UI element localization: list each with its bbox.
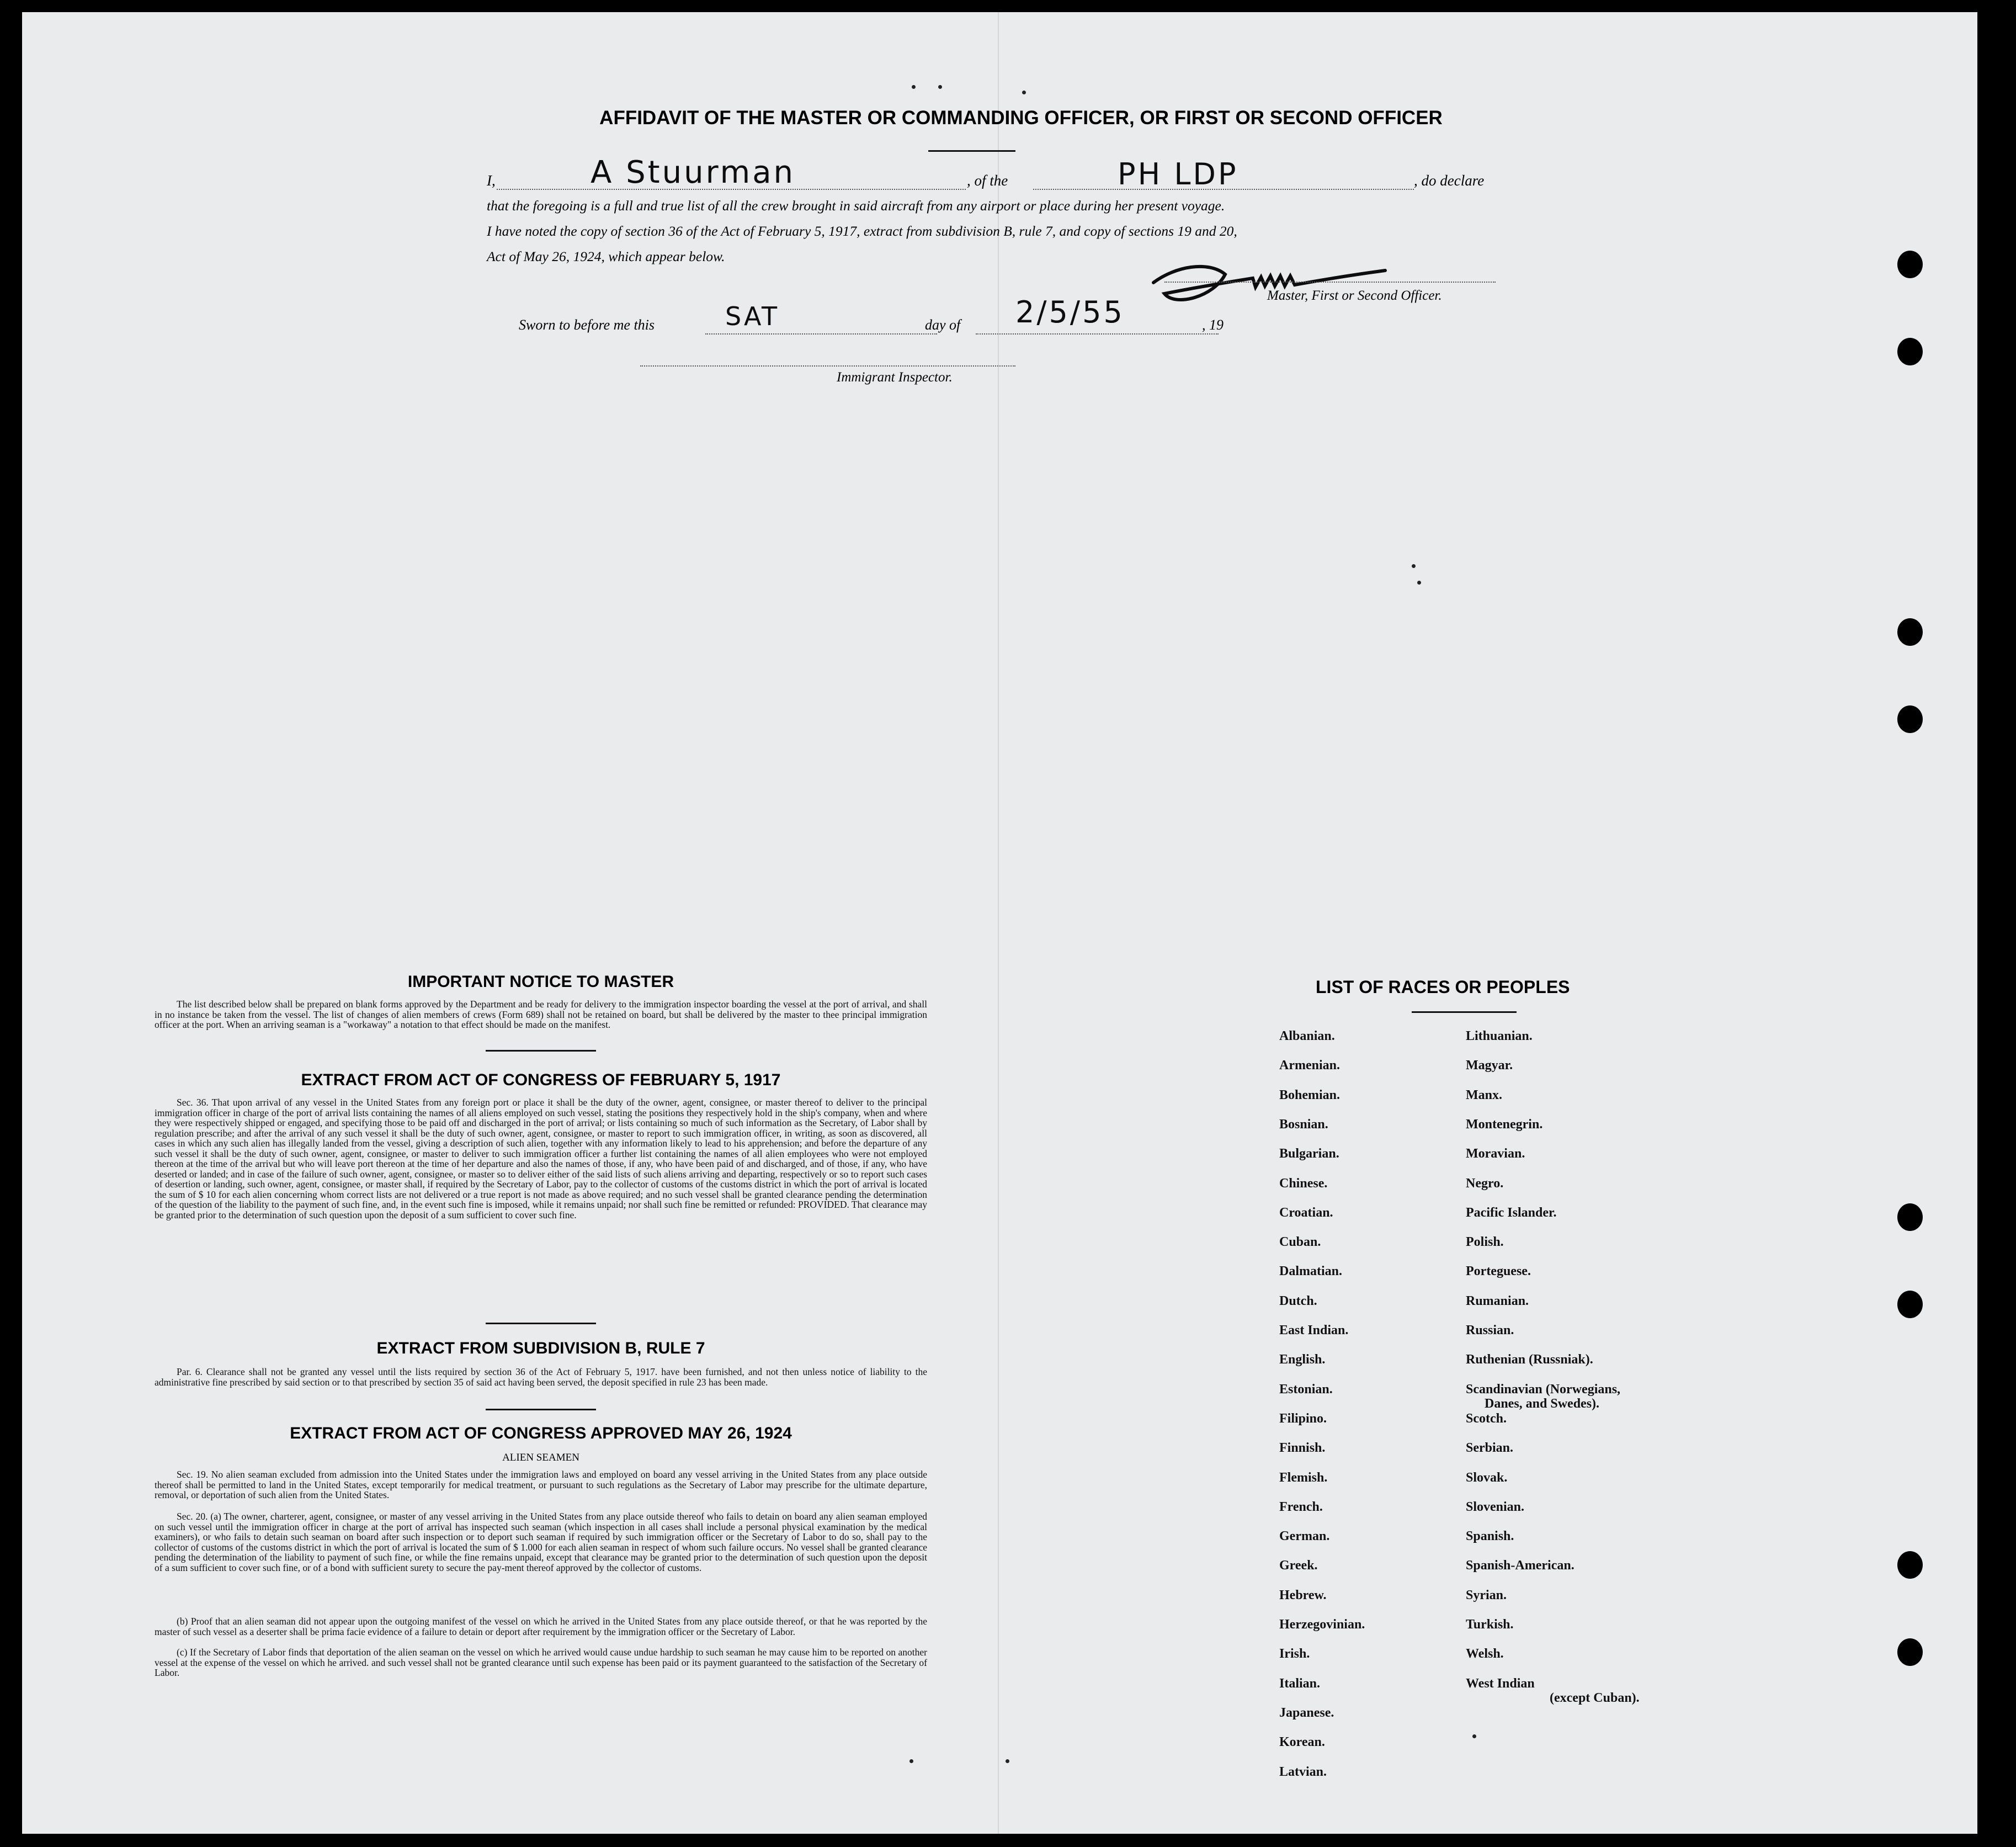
sworn-day-handwritten: SAT — [725, 301, 780, 331]
race-item: Scotch. — [1466, 1411, 1507, 1426]
rule7-title: EXTRACT FROM SUBDIVISION B, RULE 7 — [376, 1339, 705, 1357]
race-item: Moravian. — [1466, 1147, 1525, 1161]
race-item: Italian. — [1279, 1676, 1321, 1691]
race-item: Bulgarian. — [1279, 1147, 1339, 1161]
inspector-caption: Immigrant Inspector. — [837, 370, 953, 385]
year-prefix: , 19 — [1202, 317, 1224, 333]
race-item: Serbian. — [1466, 1441, 1514, 1456]
race-item: East Indian. — [1279, 1323, 1349, 1338]
punch-hole — [1897, 251, 1923, 278]
notice-text: The list described below shall be prepared on blank forms approved by the Department and be ready for delivery to the immigration inspector boarding the vessel at the port of arrival, and shall in no instance be taken from the vessel. The list of changes of alien members of crews (Form 689) shall not be retained on board, but shall be delivered by the master to thee principal immigration officer at the port. When an arriving seaman is a "workaway" a notation to that effect should be made on the manifest. — [155, 999, 927, 1030]
race-item: Slovak. — [1466, 1470, 1508, 1485]
speck — [1472, 1734, 1476, 1738]
title-rule — [928, 150, 1015, 152]
sworn-label: Sworn to before me this — [519, 317, 655, 333]
signature-line — [1164, 282, 1496, 283]
race-item: Cuban. — [1279, 1235, 1321, 1250]
race-item: Negro. — [1466, 1176, 1504, 1191]
race-item: Syrian. — [1466, 1588, 1507, 1602]
document-page — [22, 12, 1977, 1834]
race-item: Rumanian. — [1466, 1293, 1529, 1308]
race-item: German. — [1279, 1529, 1330, 1544]
notice-title: IMPORTANT NOTICE TO MASTER — [407, 973, 674, 991]
race-item: Greek. — [1279, 1558, 1318, 1573]
race-item: Flemish. — [1279, 1470, 1328, 1485]
extract-1924-sec19: Sec. 19. No alien seaman excluded from admission into the United States under the immigration laws and employed on board any vessel arriving in the United States from any place outside thereof shall be permitted to land in the United States, except temporarily for medical treatment, or pursuant to such regulations as the Secretary of Labor may prescribe for the ultimate departure, removal, or deportation of such alien from the United States. — [155, 1469, 927, 1500]
punch-hole — [1897, 338, 1923, 365]
extract-1924-subtitle: ALIEN SEAMEN — [502, 1452, 579, 1463]
inspector-line — [640, 365, 1015, 367]
aircraft-handwritten: PH LDP — [1118, 157, 1238, 192]
race-item: Albanian. — [1279, 1029, 1335, 1043]
race-item: Lithuanian. — [1466, 1029, 1533, 1043]
race-item: Pacific Islander. — [1466, 1205, 1557, 1220]
extract-1924-title: EXTRACT FROM ACT OF CONGRESS APPROVED MAY 26, 1924 — [290, 1424, 792, 1442]
race-item: Armenian. — [1279, 1058, 1340, 1073]
punch-hole — [1897, 705, 1923, 733]
punch-hole — [1897, 1291, 1923, 1318]
race-item: Welsh. — [1466, 1647, 1504, 1662]
notice-rule — [486, 1050, 596, 1052]
race-item: Latvian. — [1279, 1764, 1327, 1779]
speck — [1417, 581, 1421, 585]
race-item: Bosnian. — [1279, 1117, 1328, 1132]
extract-1917-rule — [486, 1323, 596, 1324]
race-item: (except Cuban). — [1550, 1690, 1640, 1705]
rule7-rule — [486, 1409, 596, 1410]
speck — [912, 85, 916, 89]
race-item: Finnish. — [1279, 1441, 1326, 1456]
race-item: Polish. — [1466, 1235, 1504, 1250]
signature-caption: Master, First or Second Officer. — [1267, 288, 1442, 303]
affidavit-title: AFFIDAVIT OF THE MASTER OR COMMANDING OFFICER, OR FIRST OR SECOND OFFICER — [599, 107, 1443, 129]
race-item: Spanish. — [1466, 1529, 1514, 1544]
rule7-text: Par. 6. Clearance shall not be granted any vessel until the lists required by section 36 of the Act of February 5, 1917. have been furnished, and not then unless notice of liability to the administrative fine prescribed by said section or to that prescribed by section 35 of said act having been served, the deposit specified in rule 23 has been made. — [155, 1366, 927, 1388]
speck — [938, 85, 942, 89]
race-item: Slovenian. — [1466, 1499, 1525, 1514]
race-item: Dalmatian. — [1279, 1264, 1342, 1279]
punch-hole — [1897, 1638, 1923, 1666]
extract-1917-text: Sec. 36. That upon arrival of any vessel in the United States from any foreign port or place it shall be the duty of the owner, agent, consignee, or master thereof to deliver to the principal immigration officer in charge of the port of arrival lists containing the names of all aliens employed on such vessel, stating the positions they respectively hold in the ship's company, when and where they were respectively shipped or engaged, and specifying those to be paid off and discharged in the port of arrival; or lists containing so much of such information as the Secretary, of Labor shall by regulation prescribe; and after the arrival of any such vessel it shall be the duty of such owner, agent, consignee, or master to report to such immigration officer, in writing, as soon as discovered, all cases in which any such alien has illegally landed from the vessel, giving a description of such alien, together with any information likely to lead to his apprehension; and before the departure of any such vessel it shall be the duty of such owner, agent, consignee, or master to deliver to such immigration officer a further list containing the names of all alien employees who were not employed thereon at the time of the arrival but who will leave port thereon at the time of her departure and also the names of those, if any, who have been paid of and discharged, and of those, if any, who have deserted or landed; and in case of the failure of such owner, agent, consignee, or master so to deliver either of the said lists of such aliens arriving and departing, respectively or so to report such cases of desertion or landing, such owner, agent, consignee, or master shall, if required by the Secretary of Labor, pay to the collector of customs of the customs district in which the port of arrival is located the sum of $ 10 for each alien concerning whom correct lists are not delivered or a true report is not made as above required; and no such vessel shall be granted clearance pending the determination of the question of the liability to the payment of such fine, and, in the event such fine is imposed, while it remains unpaid; nor shall such fine be remitted or refunded: PROVIDED. That clearance may be granted prior to the determination of such question upon the deposit of a sum sufficient to cover such fine. — [155, 1097, 927, 1220]
race-item: Danes, and Swedes). — [1485, 1396, 1600, 1411]
race-item: Spanish-American. — [1466, 1558, 1574, 1573]
race-item: Herzegovinian. — [1279, 1617, 1365, 1632]
day-of-label: day of — [925, 317, 961, 333]
race-item: West Indian — [1466, 1676, 1535, 1691]
extract-1917-title: EXTRACT FROM ACT OF CONGRESS OF FEBRUARY 5, 1917 — [301, 1071, 781, 1089]
sworn-date-handwritten: 2/5/55 — [1015, 295, 1125, 330]
race-item: Irish. — [1279, 1647, 1310, 1662]
affidavit-body-line-3: Act of May 26, 1924, which appear below. — [487, 248, 725, 264]
race-item: Scandinavian (Norwegians, — [1466, 1382, 1621, 1397]
affidavit-body-line-1: that the foregoing is a full and true list of all the crew brought in said aircraft from any airport or place during her present voyage. — [487, 198, 1225, 214]
race-item: Japanese. — [1279, 1705, 1334, 1720]
sworn-day-line — [705, 333, 937, 335]
extract-1924-sec20c: (c) If the Secretary of Labor finds that deportation of the alien seaman on the vessel on which he arrived would cause undue hardship to such seaman he may cause him to be reported on another vessel at the expense of the vessel on which he arrived. and such vessel shall not be granted clearance until such expense has been paid or its payment guaranteed to the satisfaction of the Secretary of Labor. — [155, 1647, 927, 1678]
race-item: Dutch. — [1279, 1293, 1317, 1308]
speck — [1412, 564, 1416, 568]
race-item: Bohemian. — [1279, 1087, 1341, 1102]
affidavit-body-line-2: I have noted the copy of section 36 of the Act of February 5, 1917, extract from subdivision B, rule 7, and copy of sections 19 and 20, — [487, 223, 1237, 239]
speck — [1022, 91, 1026, 94]
master-name-handwritten: A Stuurman — [591, 155, 795, 190]
race-item: Porteguese. — [1466, 1264, 1531, 1279]
center-fold — [998, 12, 999, 1834]
race-item: Chinese. — [1279, 1176, 1328, 1191]
race-item: Manx. — [1466, 1087, 1502, 1102]
do-declare-label: , do declare — [1414, 172, 1485, 189]
race-item: Ruthenian (Russniak). — [1466, 1352, 1593, 1367]
punch-hole — [1897, 618, 1923, 646]
race-item: English. — [1279, 1352, 1326, 1367]
race-item: Korean. — [1279, 1735, 1325, 1750]
race-item: Hebrew. — [1279, 1588, 1327, 1602]
i-label: I, — [487, 172, 496, 189]
of-the-label: , of the — [967, 172, 1008, 189]
race-item: Turkish. — [1466, 1617, 1514, 1632]
extract-1924-sec20b: (b) Proof that an alien seaman did not appear upon the outgoing manifest of the vessel on which he arrived in the United States from any place outside thereof, or that he was reported by the master of such vessel as a deserter shall be prima facie evidence of a failure to detain or deport after requirement by the immigration officer or the Secretary of Labor. — [155, 1616, 927, 1637]
race-item: Estonian. — [1279, 1382, 1333, 1397]
race-item: Montenegrin. — [1466, 1117, 1543, 1132]
race-item: Filipino. — [1279, 1411, 1327, 1426]
race-item: French. — [1279, 1499, 1323, 1514]
race-item: Croatian. — [1279, 1205, 1333, 1220]
races-title: LIST OF RACES OR PEOPLES — [1316, 977, 1570, 997]
speck — [1006, 1759, 1009, 1763]
speck — [909, 1759, 913, 1763]
punch-hole — [1897, 1203, 1923, 1231]
extract-1924-sec20a: Sec. 20. (a) The owner, charterer, agent, consignee, or master of any vessel arriving in the United States from any place outside thereof who fails to detain on board any alien seaman employed on such vessel until the immigration officer in charge at the port of arrival has inspected such seaman (which inspection in all cases shall include a personal physical examination by the medical examiners), or who fails to detain such seaman on board after such inspection or to deport such seaman if required by such immigration officer or the Secretary of Labor to do so, shall pay to the collector of customs of the customs district in which the port of arrival is located the sum of $ 1.000 for each alien seaman in respect of whom such failure occurs. No vessel shall be granted clearance pending the determination of the liability to payment of such fine, or while the fine remains unpaid, except that clearance may be granted prior to the determination of such question upon the deposit of a sum sufficient to cover such fine, or of a bond with sufficient surety to secure the pay-ment thereof approved by the collector of customs. — [155, 1511, 927, 1573]
races-rule — [1412, 1011, 1517, 1013]
race-item: Russian. — [1466, 1323, 1514, 1338]
signature-scribble — [1142, 244, 1396, 316]
punch-hole — [1897, 1551, 1923, 1579]
race-item: Magyar. — [1466, 1058, 1513, 1073]
sworn-date-line — [976, 333, 1219, 335]
